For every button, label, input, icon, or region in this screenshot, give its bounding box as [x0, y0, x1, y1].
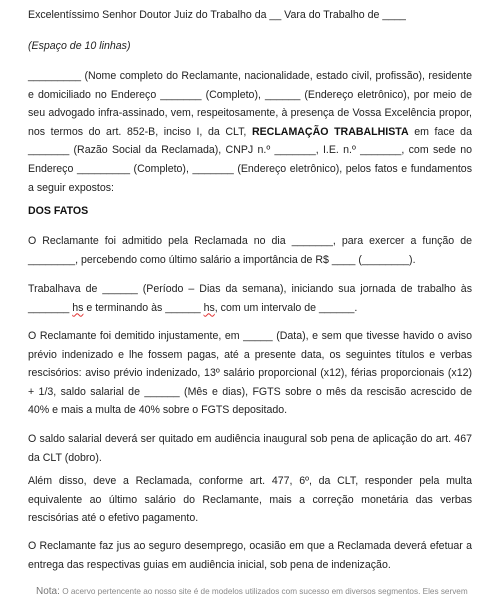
- claim-title: RECLAMAÇÃO TRABALHISTA: [251, 125, 409, 138]
- intro-text-part1: _________ (Nome completo do Reclamante, nacionalidade, estado civil, profissão), residente e domiciliado no Endereço _______ (Completo), ______ (Endereço eletrônico), por meio de seu advogado infra-assinado, vem, respeitosamente, à presença de Vossa Excelência propor, nos termos do art. 852-B, inciso I, da CLT,: [28, 70, 472, 138]
- unemployment-paragraph: O Reclamante faz jus ao seguro desemprego, ocasião em que a Reclamada deverá efetuar a entrega das respectivas guias em audiência inicial, sob pena de indenização.: [28, 540, 472, 571]
- dismissal-paragraph: O Reclamante foi demitido injustamente, em _____ (Data), e sem que tivesse havido o aviso prévio indenizado e lhe fossem pagas, até a presente data, os seguintes títulos e verbas rescisórios: aviso prévio indenizado, 13º salário proporcional (x12), férias proporcionais (x12) + 1/3, saldo salarial de ______ (Mês e dias), FGTS sobre o mês da rescisão acrescido de 40% e mais a multa de 40% sobre o FGTS depositado.: [28, 330, 472, 417]
- hours-unit-start: hs: [72, 301, 84, 314]
- footer-note: [36, 586, 500, 597]
- intro-text-part2: em face da _______ (Razão Social da Reclamada), CNPJ n.º _______, I.E. n.º _______, com sede no Endereço _________ (Completo), _______ (Endereço eletrônico), pelos fatos e fundamentos a seguir expostos:: [28, 125, 472, 194]
- spacing-note: (Espaço de 10 linhas): [28, 40, 131, 52]
- hours-text-part1: Trabalhava de ______ (Período – Dias da semana), iniciando sua jornada de trabalho às _______: [28, 283, 472, 314]
- hours-text-part2: e terminando às ______: [86, 301, 201, 314]
- hours-paragraph: [28, 280, 472, 317]
- hours-unit-end: hs: [203, 301, 215, 314]
- document-header: Excelentíssimo Senhor Doutor Juiz do Trabalho da __ Vara do Trabalho de ____: [28, 9, 406, 21]
- balance-paragraph: O saldo salarial deverá ser quitado em audiência inaugural sob pena de aplicação do art. 467 da CLT (dobro).: [28, 433, 472, 464]
- intro-paragraph: [28, 67, 472, 197]
- hours-text-part3: , com um intervalo de ______.: [214, 301, 358, 314]
- footer-note-label: Nota:: [36, 586, 60, 597]
- section-title: DOS FATOS: [28, 205, 89, 217]
- admission-paragraph: O Reclamante foi admitido pela Reclamada no dia _______, para exercer a função de ________, percebendo como último salário a importância de R$ ____ (________).: [28, 235, 472, 266]
- footer-note-text: O acervo pertencente ao nosso site é de modelos utilizados com sucesso em diversos segmentos. Eles servem: [62, 587, 468, 596]
- penalty-paragraph: Além disso, deve a Reclamada, conforme art. 477, 6º, da CLT, responder pela multa equivalente ao último salário do Reclamante, mais a correção monetária das verbas rescisórias até o efetivo pagamento.: [28, 475, 472, 525]
